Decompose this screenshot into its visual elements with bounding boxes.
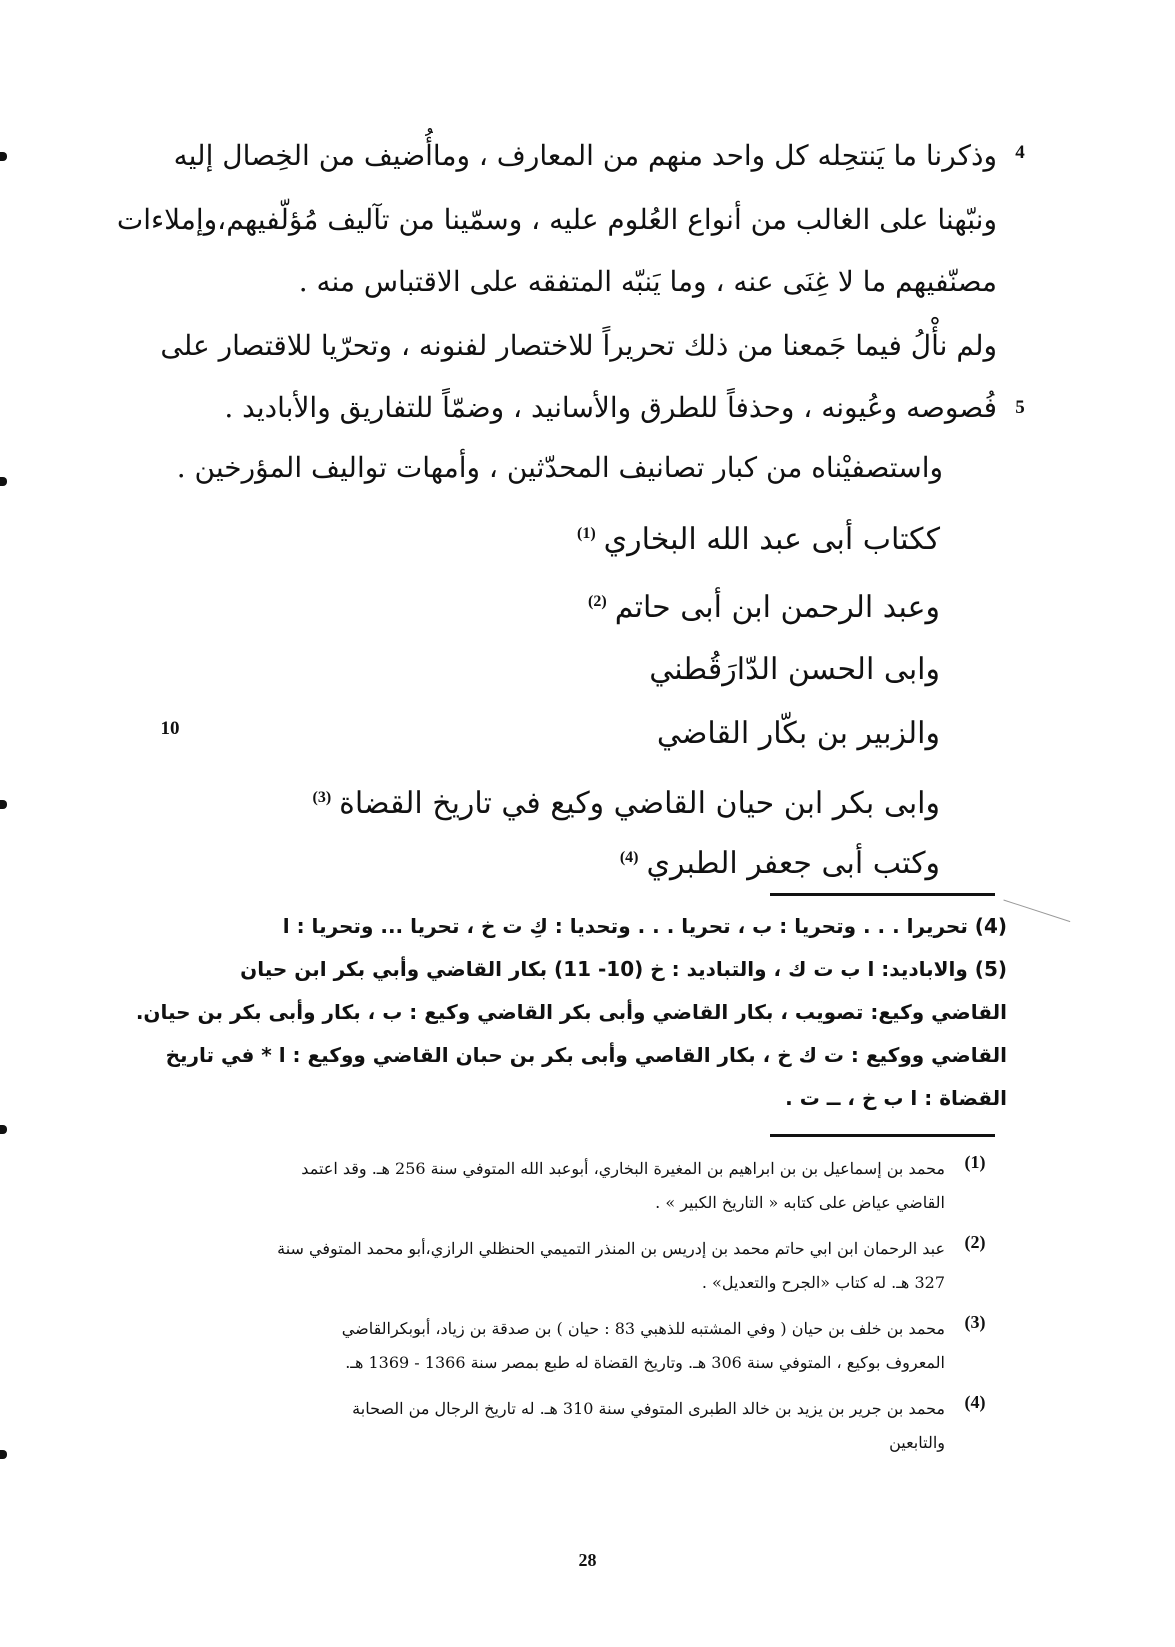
source-text: وابى الحسن الدّارَقُطني bbox=[649, 652, 940, 687]
footnote-number: (3) bbox=[964, 1312, 986, 1332]
variant-line: القاضي ووكيع : ت ك خ ، بكار القاصي وأبى بكر بن حبان القاضي ووكيع : ا * في تاريخ bbox=[165, 1043, 1007, 1067]
text-line: مصنّفيهم ما لا غِنَى عنه ، وما يَنبّه المتفقه على الاقتباس منه . bbox=[298, 265, 997, 298]
page-number: 28 bbox=[578, 1550, 597, 1570]
footnote-number: (4) bbox=[964, 1392, 986, 1412]
scan-speck bbox=[0, 1450, 7, 1459]
source-line bbox=[577, 512, 940, 562]
variant-line: القاضي وكيع: تصويب ، بكار القاضي وأبى بكر القاضي وكيع : ب ، بكار وأبى بكر بن حيان. bbox=[135, 1000, 1007, 1024]
source-line bbox=[588, 580, 940, 630]
source-line bbox=[657, 712, 940, 756]
source-text: وكتب أبى جعفر الطبري bbox=[646, 846, 940, 881]
footnote-text bbox=[185, 1232, 945, 1300]
scan-speck bbox=[0, 152, 7, 161]
source-text: وعبد الرحمن ابن أبى حاتم bbox=[614, 590, 940, 625]
separator-rule bbox=[770, 893, 995, 896]
footnote-line: عبد الرحمان ابن ابي حاتم محمد بن إدريس بن المنذر التميمي الحنظلي الرازي،أبو محمد المتوفي سنة bbox=[277, 1239, 945, 1258]
variant-line: (4) تحريرا . . . وتحريا : ب ، تحريا . . . وتحديا : كِ ت خ ، تحريا ... وتحريا : ا bbox=[282, 914, 1007, 938]
text-line: ونبّهنا على الغالب من أنواع العُلوم عليه ، وسمّينا من تآليف مُؤلّفيهم،وإملاءات bbox=[116, 203, 997, 236]
footnote-ref: (1) bbox=[577, 525, 596, 542]
scan-mark bbox=[1000, 900, 1071, 934]
footnote-line: المعروف بوكيع ، المتوفي سنة 306 هـ. وتاريخ القضاة له طبع بمصر سنة 1366 - 1369 هـ. bbox=[345, 1353, 945, 1372]
text-line: فُصوصه وعُيونه ، وحذفاً للطرق والأسانيد ، وضمّاً للتفاريق والأباديد . bbox=[224, 391, 997, 424]
source-line bbox=[649, 648, 940, 692]
line-number: 4 bbox=[1015, 142, 1025, 163]
text-line: ولم نأْلُ فيما جَمعنا من ذلك تحريراً للاختصار لفنونه ، وتحرّيا للاقتصار على bbox=[160, 329, 997, 362]
footnote-ref: (3) bbox=[312, 789, 332, 806]
footnote-text bbox=[185, 1152, 945, 1220]
separator-rule bbox=[770, 1134, 995, 1137]
text-line: واستصفيْناه من كبار تصانيف المحدّثين ، وأمهات تواليف المؤرخين . bbox=[176, 451, 943, 484]
footnote-ref: (2) bbox=[588, 593, 607, 610]
footnote-line: محمد بن جرير بن يزيد بن خالد الطبرى المتوفي سنة 310 هـ. له تاريخ الرجال من الصحابة bbox=[352, 1399, 945, 1418]
footnote-text bbox=[185, 1312, 945, 1380]
footnote-line: 327 هـ. له كتاب «الجرح والتعديل» . bbox=[701, 1273, 945, 1292]
footnote-ref: (4) bbox=[619, 849, 639, 866]
source-text: والزبير بن بكّار القاضي bbox=[656, 716, 940, 751]
line-number: 10 bbox=[160, 718, 180, 739]
variant-line: (5) والاباديد: ا ب ت ك ، والتباديد : خ (10- 11) بكار القاضي وأبي بكر ابن حيان bbox=[240, 957, 1007, 981]
scan-speck bbox=[0, 800, 7, 809]
source-line bbox=[312, 776, 940, 826]
footnote-line: محمد بن إسماعيل بن بن ابراهيم بن المغيرة البخاري، أبوعبد الله المتوفي سنة 256 هـ. وقد اعتمد bbox=[301, 1159, 945, 1178]
footnote-line: والتابعين bbox=[889, 1433, 945, 1452]
scan-speck bbox=[0, 1125, 7, 1134]
footnote-line: القاضي عياض على كتابه « التاريخ الكبير » . bbox=[655, 1193, 945, 1212]
footnote-text bbox=[185, 1392, 945, 1460]
footnote-line: محمد بن خلف بن حيان ( وفي المشتبه للذهبي 83 : حيان ) بن صدقة بن زياد، أبوبكرالقاضي bbox=[341, 1319, 945, 1338]
text-line: وذكرنا ما يَنتحِله كل واحد منهم من المعارف ، وماأُضيف من الخِصال إليه bbox=[173, 139, 997, 172]
source-text: وابى بكر ابن حيان القاضي وكيع في تاريخ القضاة bbox=[339, 786, 940, 821]
source-text: ككتاب أبى عبد الله البخاري bbox=[603, 522, 940, 557]
footnote-number: (2) bbox=[964, 1232, 986, 1252]
variant-line: القضاة : ا ب خ ، ــ ت . bbox=[785, 1086, 1007, 1110]
footnote-number: (1) bbox=[964, 1152, 986, 1172]
scan-speck bbox=[0, 477, 7, 486]
line-number: 5 bbox=[1015, 397, 1025, 418]
source-line bbox=[620, 836, 940, 886]
